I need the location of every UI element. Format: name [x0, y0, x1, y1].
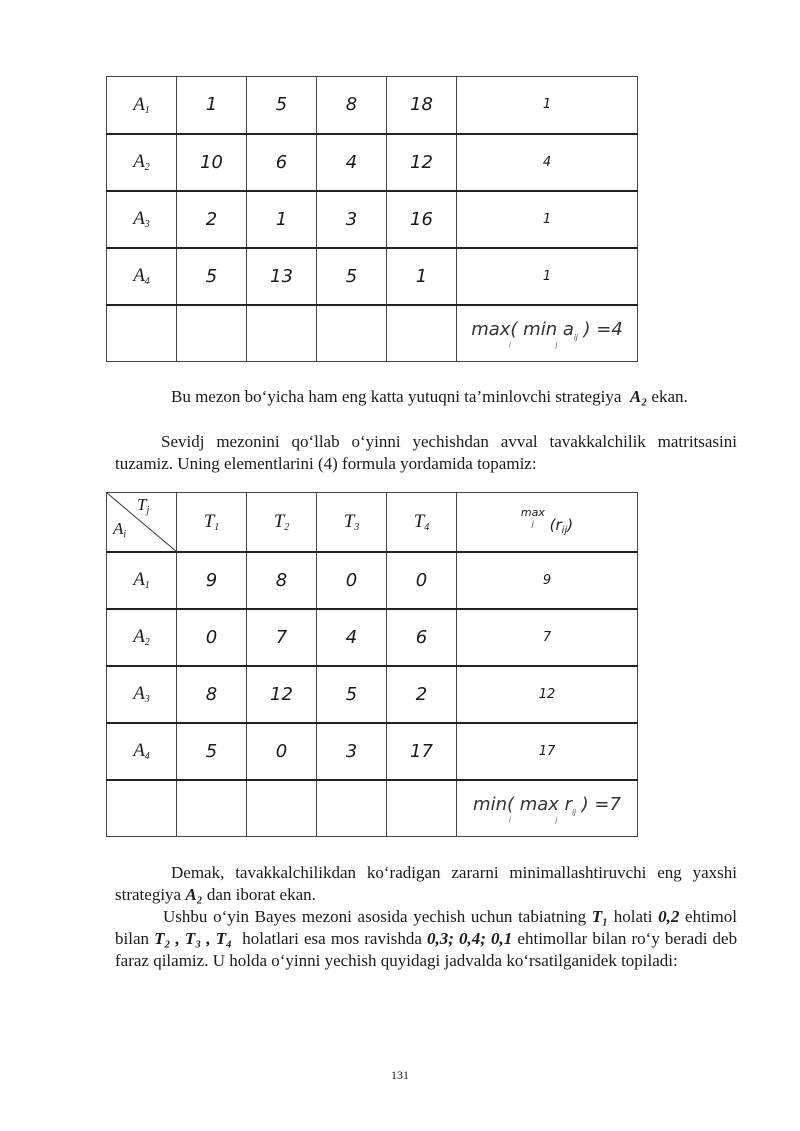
- empty-cell: [317, 305, 387, 362]
- table-cell: 17: [387, 723, 457, 780]
- row-result-cell: 4: [457, 134, 638, 191]
- table-cell: 1: [247, 191, 317, 248]
- table-cell: 4: [317, 134, 387, 191]
- row-result-cell: 12: [457, 666, 638, 723]
- paragraph-savage-intro: Sevidj mezonini qo‘llab o‘yinni yechishdan avval tavakkalchilik matritsasini tuzamiz. Uning elementlarini (4) formula yordamida topamiz:: [115, 432, 737, 473]
- empty-cell: [177, 305, 247, 362]
- table-cell: 1: [177, 77, 247, 134]
- strategy-a2: A₂: [629, 387, 648, 406]
- row-result-cell: 1: [457, 77, 638, 134]
- table-cell: 8: [247, 552, 317, 609]
- formula-row: [107, 780, 638, 837]
- table-row: [107, 134, 638, 191]
- table-cell: 16: [387, 191, 457, 248]
- table-cell: 0: [177, 609, 247, 666]
- table-cell: 5: [317, 666, 387, 723]
- column-header: $T_3$: [317, 493, 387, 552]
- strategy-a2: A₂: [185, 885, 203, 904]
- row-label: $A_4$: [107, 723, 177, 780]
- table-cell: 9: [177, 552, 247, 609]
- table-row: [107, 609, 638, 666]
- table-cell: 13: [247, 248, 317, 305]
- table-cell: 5: [317, 248, 387, 305]
- table-cell: 8: [177, 666, 247, 723]
- paragraph-conclusion-2: Demak, tavakkalchilikdan ko‘radigan zararni minimallashtiruvchi eng yaxshi strategiya A₂ dan iborat ekan.: [115, 863, 737, 904]
- empty-cell: [107, 305, 177, 362]
- table-cell: 12: [247, 666, 317, 723]
- table-row: [107, 666, 638, 723]
- row-label: $A_4$: [107, 248, 177, 305]
- row-label: $A_3$: [107, 191, 177, 248]
- table-cell: 7: [247, 609, 317, 666]
- row-label: $A_3$: [107, 666, 177, 723]
- table-cell: 0: [247, 723, 317, 780]
- row-result-cell: 9: [457, 552, 638, 609]
- payoff-table: [106, 76, 638, 362]
- empty-cell: [317, 780, 387, 837]
- empty-cell: [247, 780, 317, 837]
- table-cell: 5: [177, 723, 247, 780]
- result-formula: min( $\max r_{ij}$ ) =7 i j: [457, 780, 638, 837]
- row-label: $A_2$: [107, 609, 177, 666]
- formula-row: [107, 305, 638, 362]
- table-cell: 3: [317, 191, 387, 248]
- table-cell: 0: [317, 552, 387, 609]
- result-formula: max( $\min a_{ij}$ ) =4 i j: [457, 305, 638, 362]
- row-result-cell: 1: [457, 248, 638, 305]
- table-cell: 2: [387, 666, 457, 723]
- table-cell: 18: [387, 77, 457, 134]
- table-row: [107, 191, 638, 248]
- table-cell: 5: [247, 77, 317, 134]
- row-label: $A_1$: [107, 552, 177, 609]
- table-cell: 6: [247, 134, 317, 191]
- table-row: [107, 552, 638, 609]
- table-cell: 4: [317, 609, 387, 666]
- column-header: $T_4$: [387, 493, 457, 552]
- header-row: [107, 493, 638, 552]
- column-header: $T_1$: [177, 493, 247, 552]
- table-cell: 6: [387, 609, 457, 666]
- table-cell: 2: [177, 191, 247, 248]
- table-cell: 12: [387, 134, 457, 191]
- row-result-cell: 17: [457, 723, 638, 780]
- row-label: $A_1$: [107, 77, 177, 134]
- empty-cell: [387, 305, 457, 362]
- table-cell: 10: [177, 134, 247, 191]
- table-cell: 8: [317, 77, 387, 134]
- empty-cell: [387, 780, 457, 837]
- paragraph-bayes: Ushbu o‘yin Bayes mezoni asosida yechish uchun tabiatning T₁ holati 0,2 ehtimol bilan T₂ , T₃ , T₄ holatlari esa mos ravishda 0,3; 0,4; 0,1 ehtimollar bilan ro‘y beradi deb faraz qilamiz. U holda o‘yinni yechish quyidagi jadvalda ko‘rsatilganidek topiladi:: [115, 907, 738, 970]
- corner-cell: $T_j$ $A_i$: [107, 493, 177, 552]
- table-row: [107, 248, 638, 305]
- table-row: [107, 77, 638, 134]
- column-header: $T_2$: [247, 493, 317, 552]
- page-number: 131: [391, 1068, 409, 1082]
- regret-table: [106, 492, 638, 837]
- table-cell: 5: [177, 248, 247, 305]
- paragraph-conclusion-1: Bu mezon bo‘yicha ham eng katta yutuqni ta’minlovchi strategiya A₂ ekan.: [171, 387, 688, 406]
- table-row: [107, 723, 638, 780]
- empty-cell: [247, 305, 317, 362]
- table-cell: 0: [387, 552, 457, 609]
- empty-cell: [177, 780, 247, 837]
- row-label: $A_2$: [107, 134, 177, 191]
- table-cell: 3: [317, 723, 387, 780]
- table-cell: 1: [387, 248, 457, 305]
- row-result-cell: 7: [457, 609, 638, 666]
- row-result-cell: 1: [457, 191, 638, 248]
- column-header-max: max j $(r_{ij})$: [457, 493, 638, 552]
- empty-cell: [107, 780, 177, 837]
